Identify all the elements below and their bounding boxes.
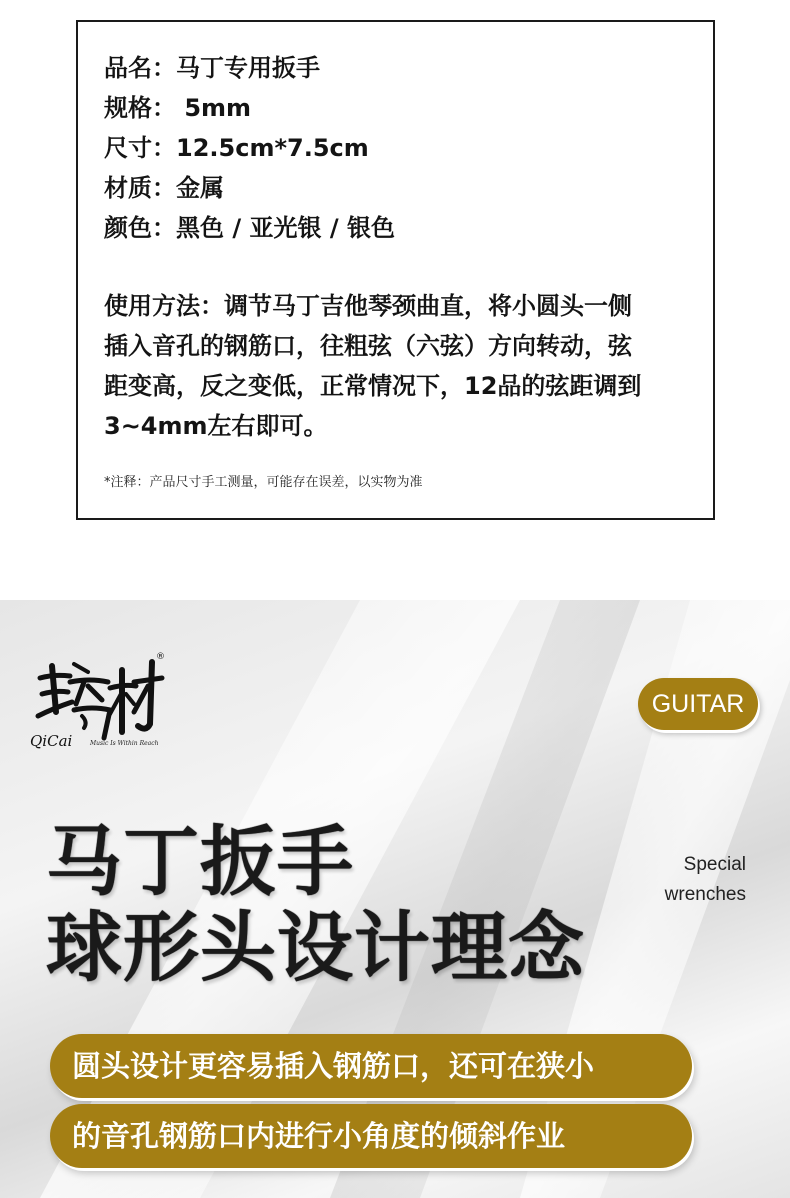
usage-line: 插入音孔的钢筋口，往粗弦（六弦）方向转动，弦 xyxy=(104,332,632,360)
title-line-concept: 球形头设计理念 xyxy=(46,903,585,992)
usage-line: 3~4mm左右即可。 xyxy=(104,412,328,440)
spec-row-color: 颜色：黑色 / 亚光银 / 银色 xyxy=(104,214,395,242)
brand-logo xyxy=(30,652,200,757)
spec-box xyxy=(76,20,715,520)
spec-row-size: 尺寸：12.5cm*7.5cm xyxy=(104,134,369,162)
product-banner xyxy=(0,600,790,1198)
registered-mark: ® xyxy=(156,652,165,662)
spec-row-material: 材质：金属 xyxy=(104,174,224,202)
spec-list xyxy=(104,48,395,248)
brand-slogan: Music Is Within Reach xyxy=(90,740,159,747)
brand-name: QiCai xyxy=(30,732,73,750)
usage-line: 距变高，反之变低，正常情况下，12品的弦距调到 xyxy=(104,372,642,400)
usage-line: 使用方法：调节马丁吉他琴颈曲直，将小圆头一侧 xyxy=(104,292,632,320)
english-subtitle xyxy=(665,850,746,910)
guitar-badge: GUITAR xyxy=(638,678,758,730)
usage-instructions xyxy=(104,286,704,446)
subtitle-line: wrenches xyxy=(664,884,746,905)
spec-row-product-name: 品名：马丁专用扳手 xyxy=(104,54,320,82)
title-line-product: 马丁扳手 xyxy=(46,817,354,906)
subtitle-line: Special xyxy=(683,854,746,875)
spec-row-specification: 规格： 5mm xyxy=(104,94,252,122)
banner-title xyxy=(46,818,585,992)
measurement-note: *注释：产品尺寸手工测量，可能存在误差，以实物为准 xyxy=(104,475,423,490)
feature-pill: 的音孔钢筋口内进行小角度的倾斜作业 xyxy=(50,1104,692,1168)
brand-calligraphy-mark xyxy=(30,652,170,742)
feature-pill: 圆头设计更容易插入钢筋口，还可在狭小 xyxy=(50,1034,692,1098)
